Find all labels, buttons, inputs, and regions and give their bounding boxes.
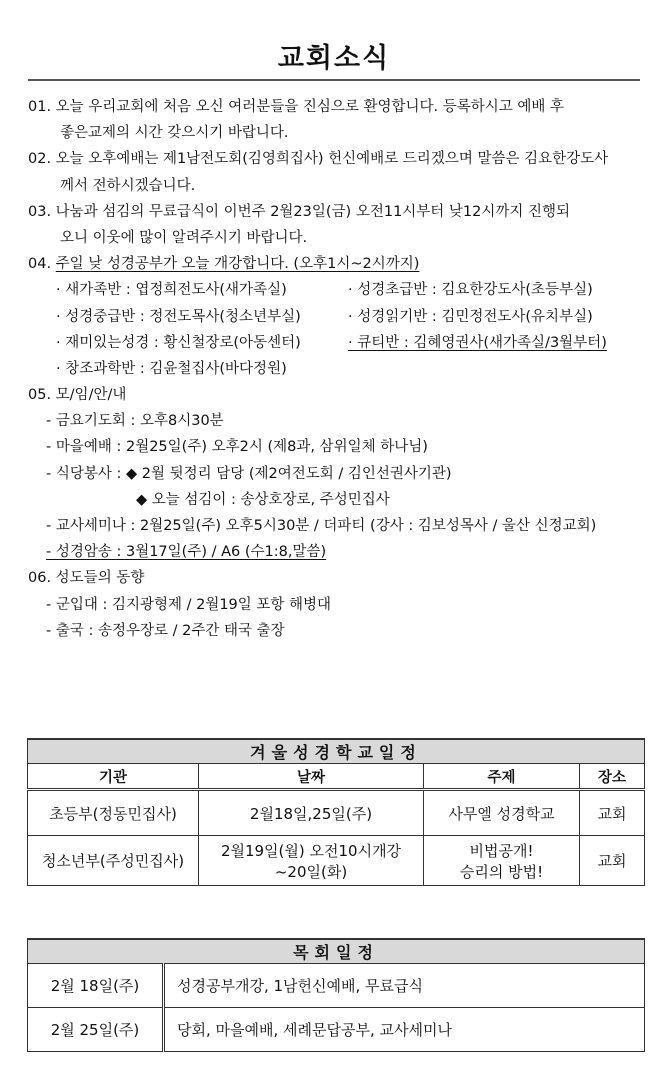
winter-school-table bbox=[27, 738, 645, 886]
cell-topic: 사무엘 성경학교 bbox=[424, 790, 580, 836]
cell-date bbox=[199, 836, 424, 886]
class-row bbox=[28, 277, 643, 303]
item-text-cont: 좋은교제의 시간 갖으시기 바랍니다. bbox=[60, 125, 289, 142]
meeting-kitchen-today: ◆ 오늘 섬김이 : 송상호장로, 주성민집사 bbox=[136, 491, 390, 508]
class-entry: · 성경초급반 : 김요한강도사(초등부실) bbox=[348, 282, 593, 299]
meeting-village: - 마을예배 : 2월25일(주) 오후2시 (제8과, 삼위일체 하나님) bbox=[46, 439, 428, 456]
table-row bbox=[28, 1008, 645, 1052]
cell-org: 초등부(정동민집사) bbox=[28, 790, 199, 836]
cell-date: 2월18일,25일(주) bbox=[199, 790, 424, 836]
class-row bbox=[28, 330, 643, 356]
news-list bbox=[28, 94, 643, 644]
item-text: 오늘 우리교회에 처음 오신 여러분들을 진심으로 환영합니다. 등록하시고 예배 후 bbox=[55, 99, 564, 115]
cell-date: 2월 25일(주) bbox=[28, 1008, 164, 1052]
item-number: 01. bbox=[28, 99, 52, 115]
class-row bbox=[28, 356, 643, 382]
date-line: 2월19일(월) 오전10시개강 bbox=[220, 841, 402, 860]
topic-line: 승리의 방법! bbox=[459, 862, 544, 881]
item-text: 주일 낮 성경공부가 오늘 개강합니다. (오후1시~2시까지) bbox=[55, 256, 420, 273]
class-entry: · 성경중급반 : 정전도목사(청소년부실) bbox=[56, 308, 301, 325]
saints-army: - 군입대 : 김지광형제 / 2월19일 포항 해병대 bbox=[46, 596, 332, 613]
col-date: 날짜 bbox=[199, 764, 424, 790]
cell-org: 청소년부(주성민집사) bbox=[28, 836, 199, 886]
cell-place: 교회 bbox=[580, 836, 645, 886]
class-entry: · 새가족반 : 엽정희전도사(새가족실) bbox=[56, 282, 287, 299]
cell-topic bbox=[424, 836, 580, 886]
title-divider bbox=[28, 79, 640, 81]
class-entry: · 큐티반 : 김혜영권사(새가족실/3월부터) bbox=[348, 334, 607, 351]
item-text-cont: 께서 전하시겠습니다. bbox=[60, 177, 196, 194]
class-row bbox=[28, 304, 643, 330]
table-row bbox=[28, 836, 645, 886]
page-title: 교회소식 bbox=[277, 43, 391, 74]
meeting-kitchen: - 식당봉사 : ◆ 2월 뒷정리 담당 (제2여전도회 / 김인선권사기관) bbox=[46, 465, 452, 482]
news-item-02 bbox=[28, 146, 643, 172]
meeting-friday: - 금요기도회 : 오후8시30분 bbox=[46, 413, 224, 430]
cell-desc: 성경공부개강, 1남헌신예배, 무료급식 bbox=[164, 964, 645, 1008]
item-number: 03. bbox=[28, 203, 52, 220]
topic-line: 비법공개! bbox=[469, 841, 534, 860]
pastoral-heading: 목회일정 bbox=[28, 939, 645, 964]
item-number: 02. bbox=[28, 151, 52, 168]
meeting-recite bbox=[28, 539, 643, 565]
cell-place: 교회 bbox=[580, 790, 645, 836]
news-item-01 bbox=[28, 94, 643, 120]
class-entry: · 성경읽기반 : 김민정전도사(유치부실) bbox=[348, 308, 593, 325]
meetings-heading: 05. 모/임/안/내 bbox=[28, 387, 127, 404]
item-text: 나눔과 섬김의 무료급식이 이번주 2월23일(금) 오전11시부터 낮12시까지 진행되 bbox=[55, 203, 571, 220]
table-row bbox=[28, 964, 645, 1008]
saints-heading: 06. 성도들의 동향 bbox=[28, 570, 145, 587]
cell-date: 2월 18일(주) bbox=[28, 964, 164, 1008]
meeting-seminar: - 교사세미나 : 2월25일(주) 오후5시30분 / 더파티 (강사 : 김보성목사 / 울산 신정교회) bbox=[46, 518, 597, 534]
news-item-04 bbox=[28, 251, 643, 277]
winter-school-heading: 겨울성경학교일정 bbox=[28, 739, 645, 764]
col-org: 기관 bbox=[28, 764, 199, 790]
class-entry bbox=[348, 356, 643, 382]
item-number: 04. bbox=[28, 256, 52, 273]
col-place: 장소 bbox=[580, 764, 645, 790]
saints-trip: - 출국 : 송정우장로 / 2주간 태국 출장 bbox=[46, 622, 285, 639]
item-text-cont: 오니 이웃에 많이 알려주시기 바랍니다. bbox=[60, 229, 308, 246]
news-item-03 bbox=[28, 199, 643, 225]
class-entry: · 창조과학반 : 김윤철집사(바다정원) bbox=[56, 360, 287, 377]
pastoral-schedule-table bbox=[27, 938, 645, 1052]
col-topic: 주제 bbox=[424, 764, 580, 790]
class-entry: · 재미있는성경 : 황신철장로(아동센터) bbox=[56, 334, 301, 351]
date-line: ~20일(화) bbox=[274, 862, 348, 881]
recite-text: - 성경암송 : 3월17일(주) / A6 (수1:8,말씀) bbox=[46, 544, 327, 561]
cell-desc: 당회, 마을예배, 세례문답공부, 교사세미나 bbox=[164, 1008, 645, 1052]
item-text: 오늘 오후예배는 제1남전도회(김영희집사) 헌신예배로 드리겠으며 말씀은 김요한강도사 bbox=[55, 151, 609, 168]
table-row bbox=[28, 790, 645, 836]
